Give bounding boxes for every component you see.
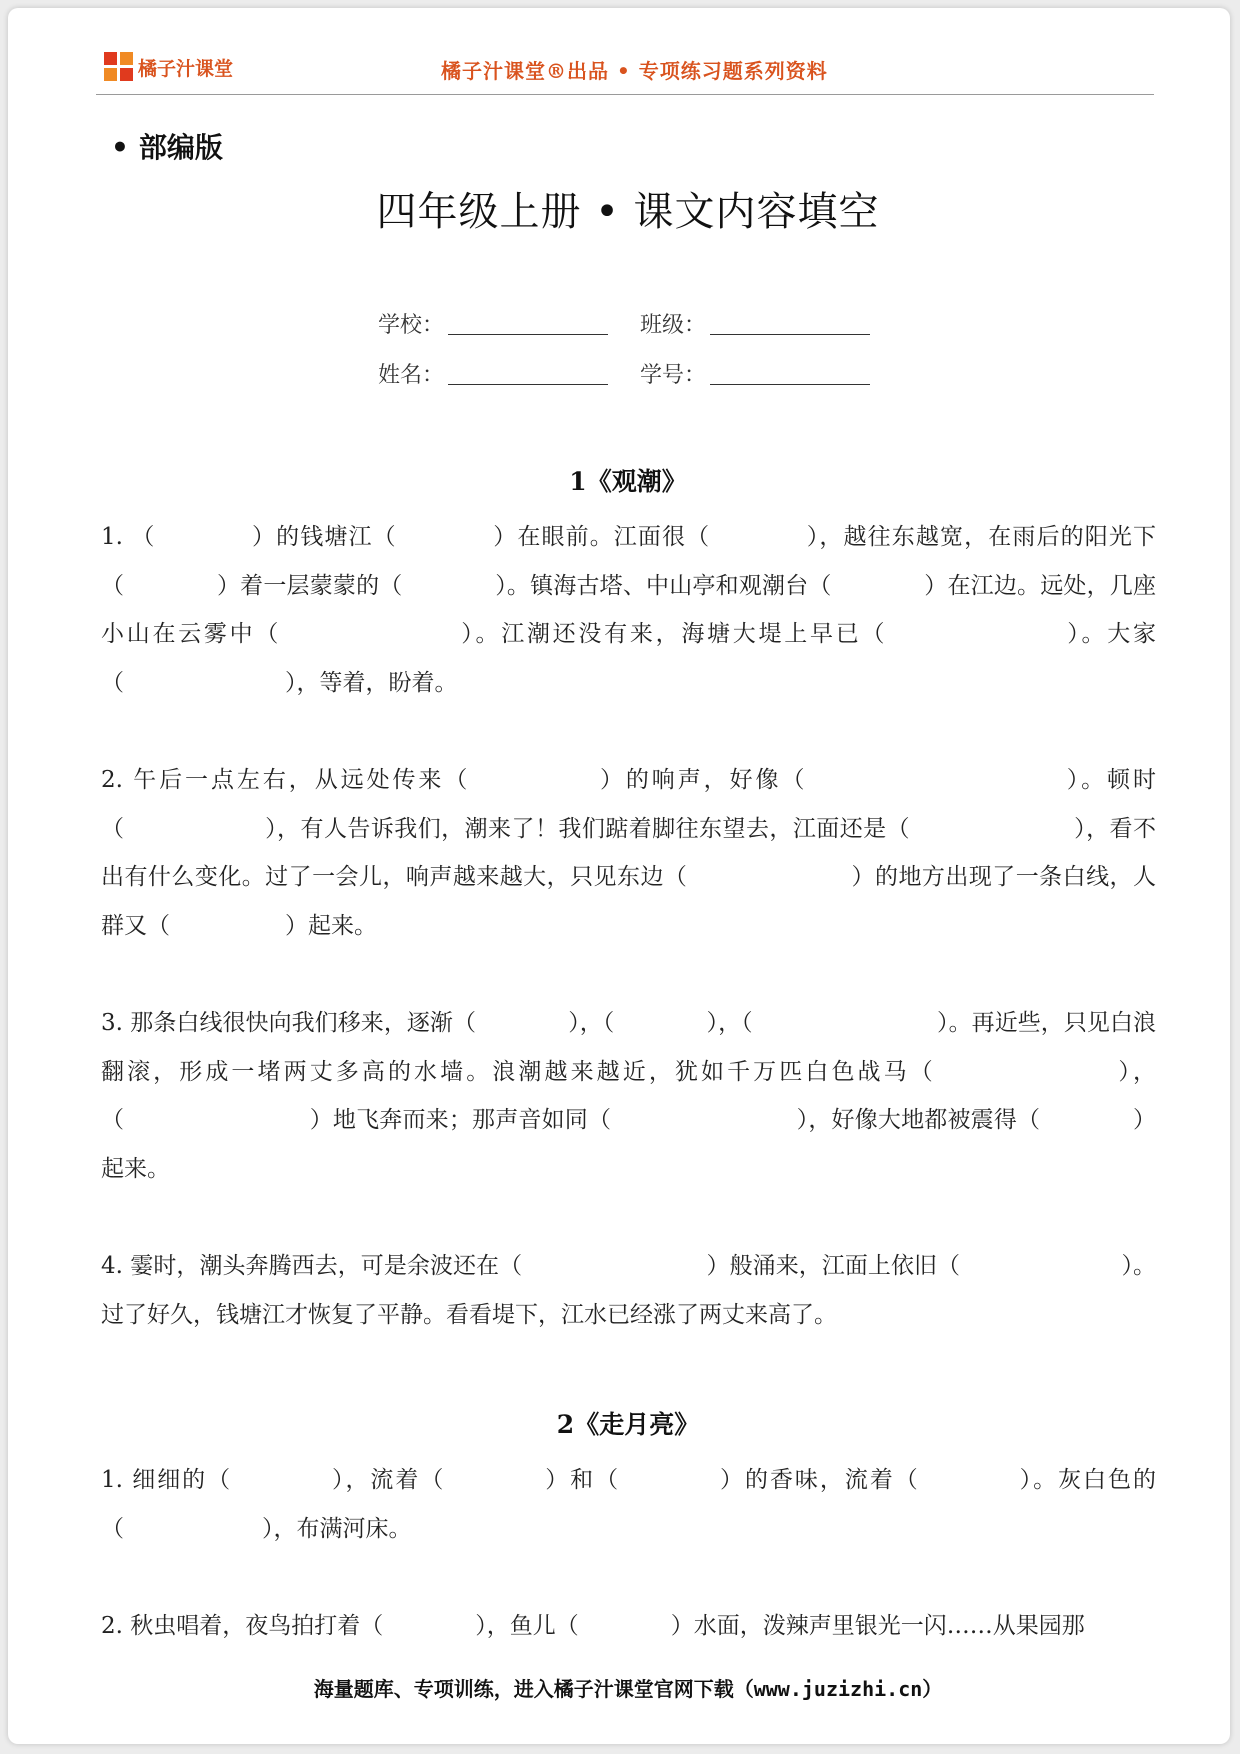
exercise-paragraph: 2. 秋虫唱着，夜鸟拍打着（ ），鱼儿（ ）水面，泼辣声里银光一闪……从果园那: [101, 1613, 1085, 1639]
edition-label: [111, 126, 223, 166]
class-field[interactable]: [640, 308, 902, 339]
page-title: 四年级上册 • 课文内容填空: [376, 189, 880, 235]
number-field[interactable]: [640, 358, 902, 389]
worksheet-page: [8, 8, 1230, 1744]
page-footer: 海量题库、专项训练，进入橘子汁课堂官网下载（www.juzizhi.cn）: [313, 1677, 943, 1701]
page-header: [96, 44, 1154, 95]
brand: [104, 52, 233, 82]
number-label: 学号：: [640, 363, 707, 388]
header-title: 橘子汁课堂®出品 • 专项练习题系列资料: [441, 59, 828, 83]
student-info-form: [378, 308, 902, 408]
class-input-line[interactable]: [710, 308, 870, 335]
section-title-guanchao: 1《观潮》: [569, 467, 687, 496]
school-label: 学校：: [378, 313, 445, 338]
class-label: 班级：: [640, 313, 707, 338]
bullet-icon: •: [111, 131, 129, 164]
brand-name: 橘子汁课堂: [138, 57, 234, 80]
exercise-paragraph: 4. 霎时，潮头奔腾西去，可是余波还在（ ）般涌来，江面上依旧（ ）。过了好久，钱塘江才恢复了平静。看看堤下，江水已经涨了两丈来高了。: [101, 1253, 1156, 1328]
brand-logo-icon: [104, 52, 134, 82]
school-input-line[interactable]: [448, 308, 608, 335]
name-label: 姓名：: [378, 363, 445, 388]
section-title-zouyueliang: 2《走月亮》: [556, 1410, 700, 1439]
edition-text: 部编版: [138, 131, 223, 164]
exercise-paragraph: 2. 午后一点左右，从远处传来（ ）的响声，好像（ ）。顿时（ ），有人告诉我们，潮来了！我们踮着脚往东望去，江面还是（ ），看不出有什么变化。过了一会儿，响声越来越大，只见东边（ ）的地方出现了一条白线，人群又（ ）起来。: [101, 767, 1156, 939]
name-field[interactable]: [378, 358, 640, 389]
name-input-line[interactable]: [448, 358, 608, 385]
exercise-paragraph: 1. （ ）的钱塘江（ ）在眼前。江面很（ ），越往东越宽，在雨后的阳光下（ ）着一层蒙蒙的（ ）。镇海古塔、中山亭和观潮台（ ）在江边。远处，几座小山在云雾中（ ）。江潮还没有来，海塘大堤上早已（ ）。大家（ ），等着，盼着。: [101, 524, 1156, 696]
exercise-paragraph: 3. 那条白线很快向我们移来，逐渐（ ），（ ），（ ）。再近些，只见白浪翻滚，形成一堵两丈多高的水墙。浪潮越来越近，犹如千万匹白色战马（ ），（ ）地飞奔而来；那声音如同（ ），好像大地都被震得（ ）起来。: [101, 1010, 1156, 1182]
number-input-line[interactable]: [710, 358, 870, 385]
school-field[interactable]: [378, 308, 640, 339]
exercise-paragraph: 1. 细细的（ ），流着（ ）和（ ）的香味，流着（ ）。灰白色的（ ），布满河床。: [101, 1467, 1156, 1542]
